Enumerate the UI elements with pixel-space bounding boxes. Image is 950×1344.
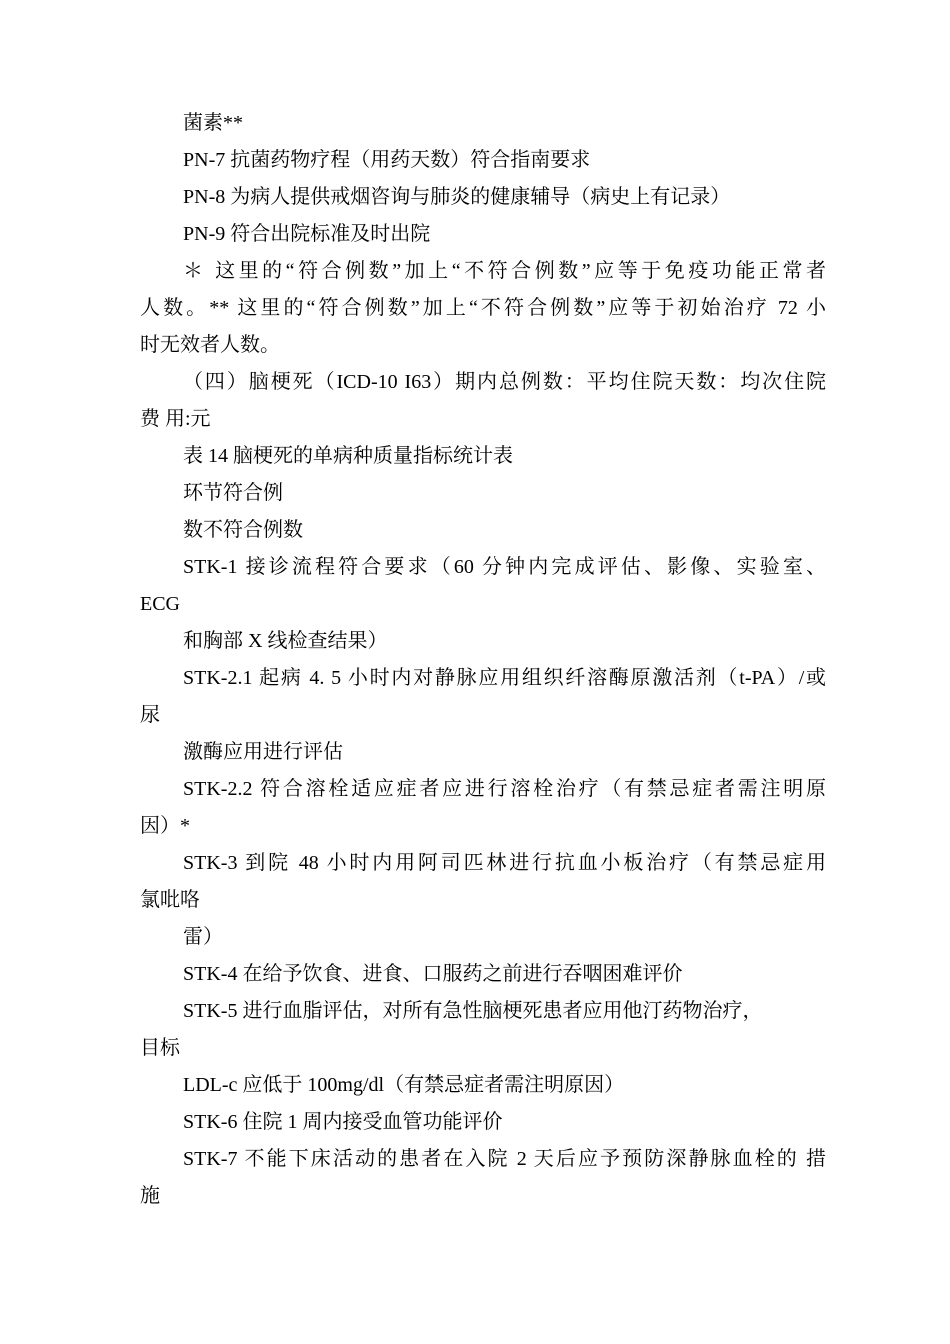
text-line: 因）* (140, 815, 190, 837)
text-line: STK-7 不能下床活动的患者在入院 2 天后应予预防深静脉血栓的 措 (183, 1148, 826, 1170)
text-line: 氯吡咯 (140, 889, 200, 911)
text-line: 环节符合例 (183, 482, 283, 504)
text-line: 施 (140, 1185, 160, 1207)
text-line: STK-6 住院 1 周内接受血管功能评价 (183, 1111, 503, 1133)
text-line: 激酶应用进行评估 (183, 741, 343, 763)
text-line: ＊ 这里的“符合例数”加上“不符合例数”应等于免疫功能正常者 (183, 260, 826, 282)
document-body (140, 105, 826, 1215)
text-line: STK-1 接诊流程符合要求（60 分钟内完成评估、影像、实验室、 (183, 556, 826, 578)
text-line: STK-2.1 起病 4. 5 小时内对静脉应用组织纤溶酶原激活剂（t-PA）/或 (183, 667, 826, 689)
text-line: 尿 (140, 704, 160, 726)
table-caption: 表 14 脑梗死的单病种质量指标统计表 (183, 445, 513, 467)
text-line: STK-3 到院 48 小时内用阿司匹林进行抗血小板治疗（有禁忌症用 (183, 852, 826, 874)
text-line: 人数。** 这里的“符合例数”加上“不符合例数”应等于初始治疗 72 小 (140, 297, 826, 319)
text-line: ECG (140, 593, 180, 615)
text-line: 菌素** (183, 112, 243, 134)
text-line: STK-2.2 符合溶栓适应症者应进行溶栓治疗（有禁忌症者需注明原 (183, 778, 826, 800)
text-line: 目标 (140, 1037, 180, 1059)
text-line: PN-8 为病人提供戒烟咨询与肺炎的健康辅导（病史上有记录） (183, 186, 731, 208)
text-line: PN-9 符合出院标准及时出院 (183, 223, 431, 245)
text-line: 费 用:元 (140, 408, 211, 430)
text-line: 雷） (183, 926, 223, 948)
text-line: 时无效者人数。 (140, 334, 280, 356)
text-line: 数不符合例数 (183, 519, 303, 541)
text-line: STK-5 进行血脂评估，对所有急性脑梗死患者应用他汀药物治疗， (183, 1000, 763, 1022)
text-line: PN-7 抗菌药物疗程（用药天数）符合指南要求 (183, 149, 591, 171)
text-line: STK-4 在给予饮食、进食、口服药之前进行吞咽困难评价 (183, 963, 683, 985)
text-line: LDL-c 应低于 100mg/dl（有禁忌症者需注明原因） (183, 1074, 625, 1096)
text-line: 和胸部 X 线检查结果） (183, 630, 388, 652)
section-heading: （四）脑梗死（ICD-10 I63）期内总例数：平均住院天数：均次住院 (183, 371, 826, 393)
